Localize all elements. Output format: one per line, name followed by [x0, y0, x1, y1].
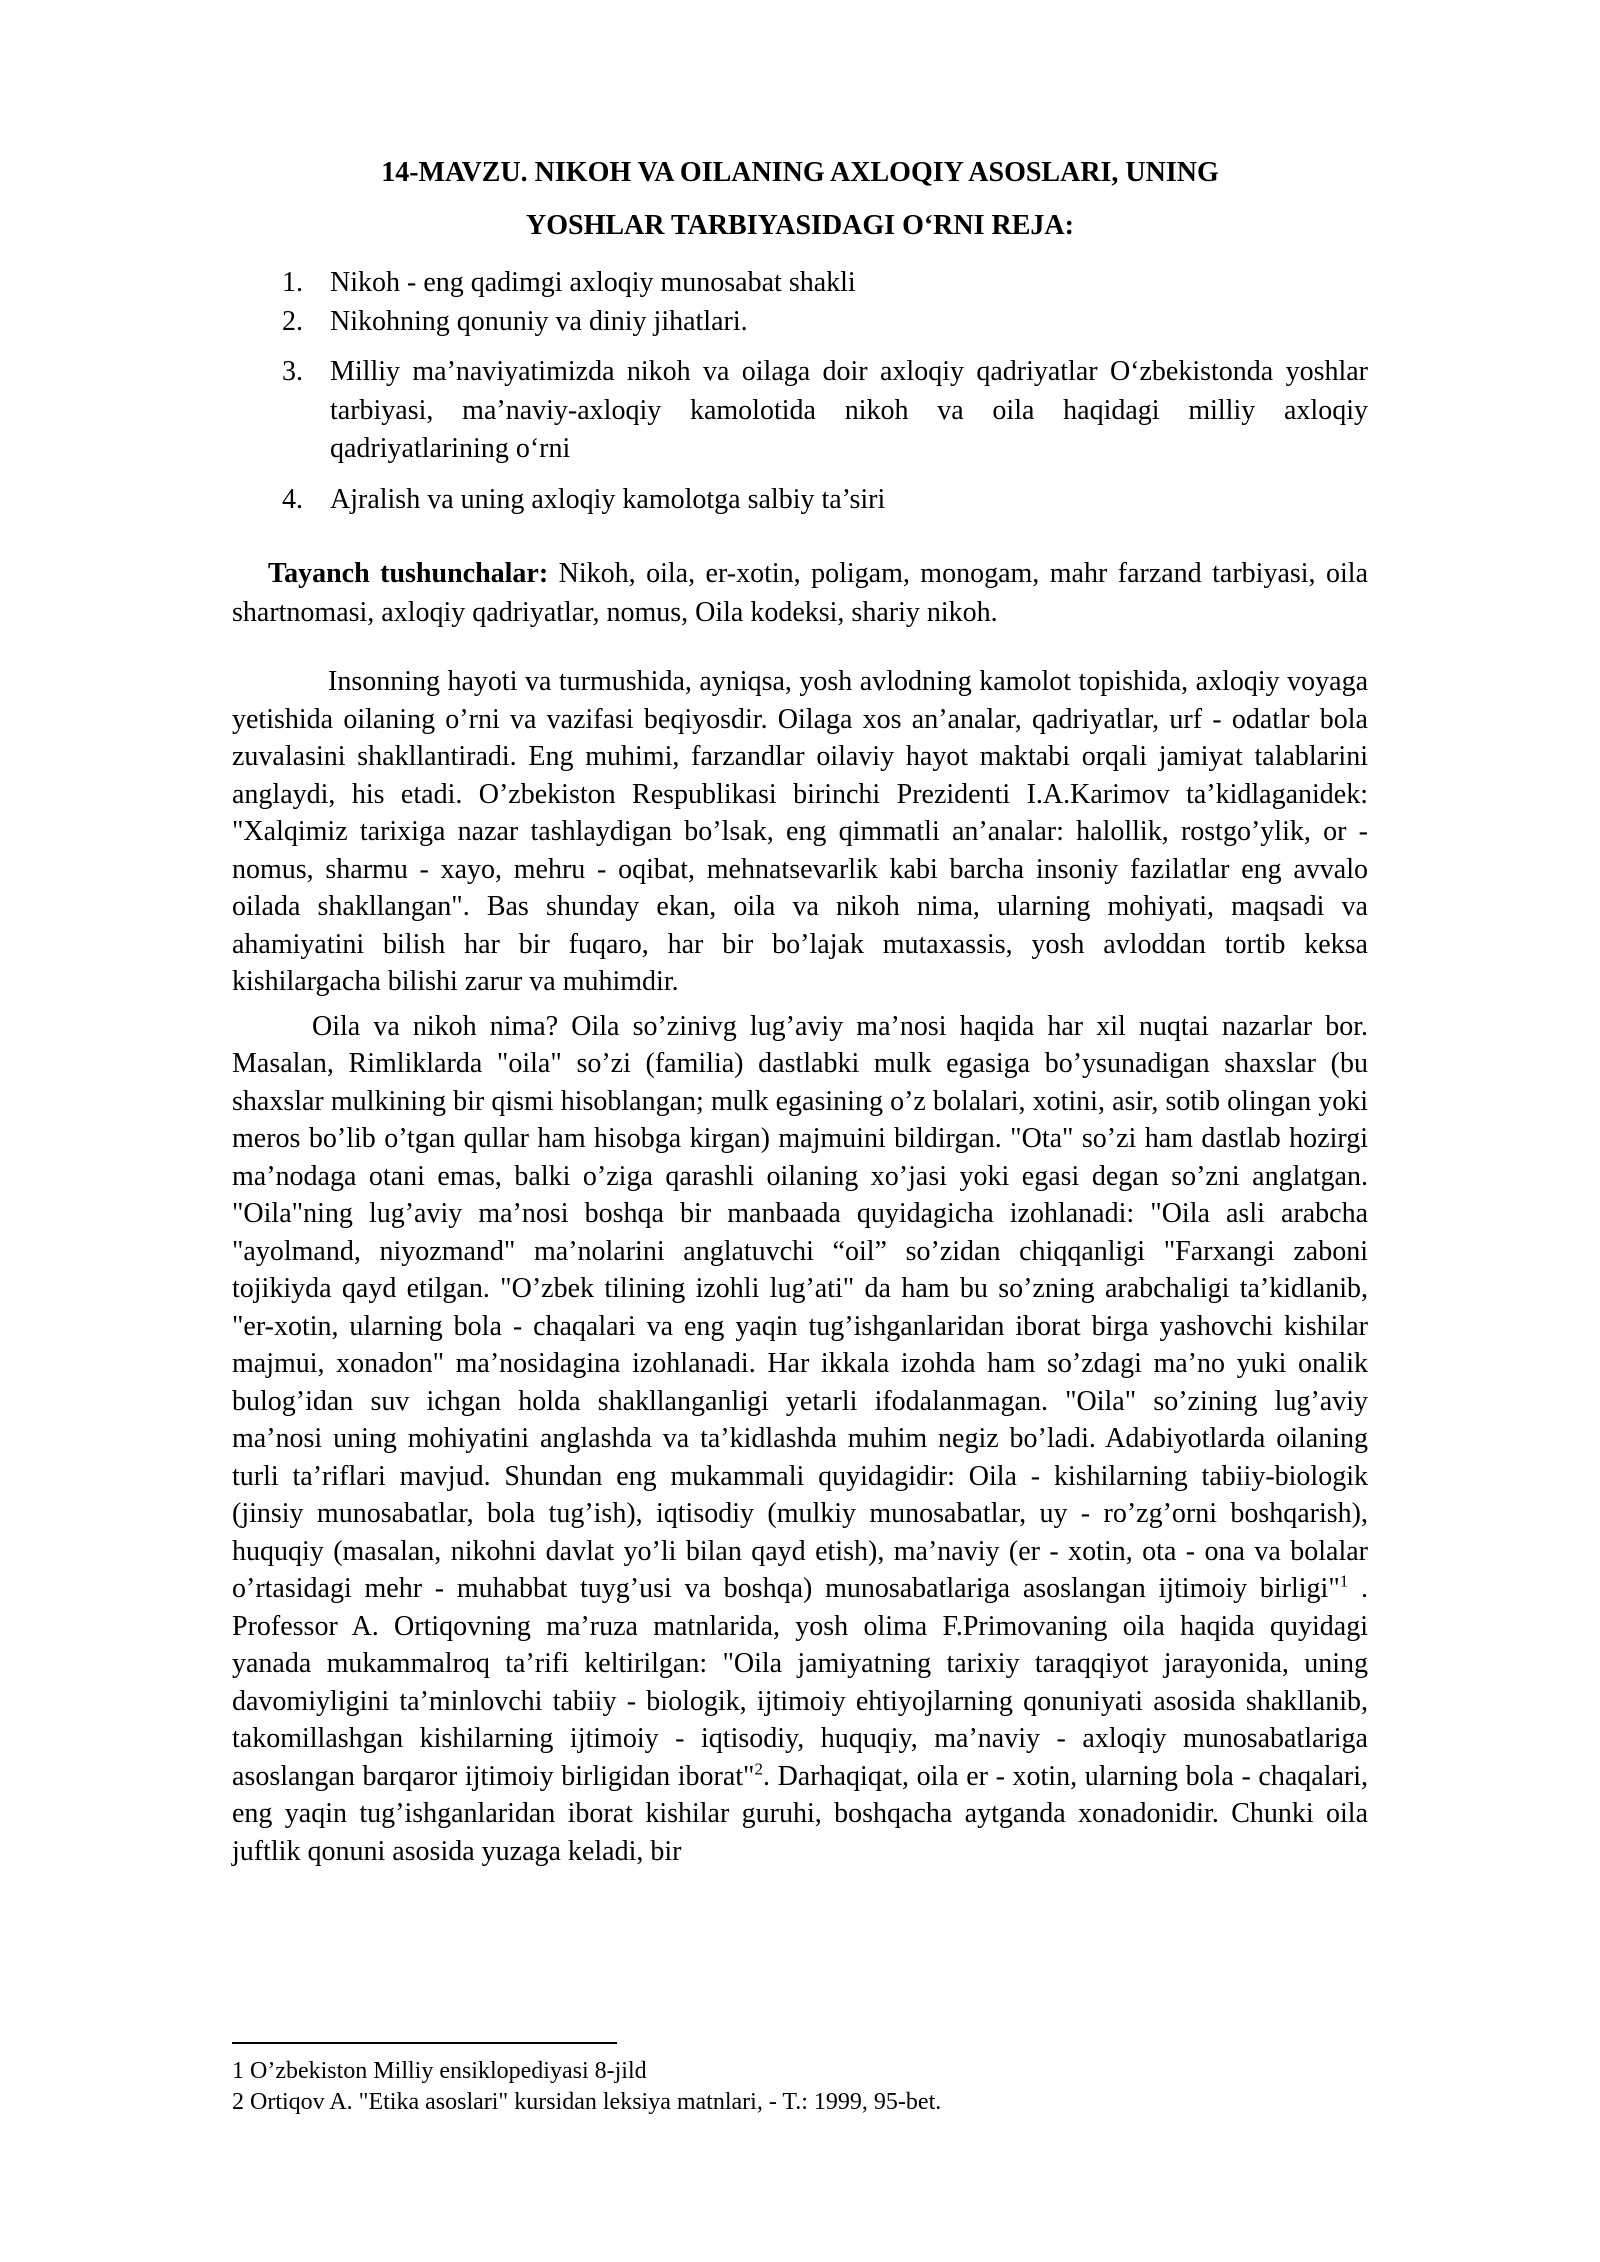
plan-item	[282, 303, 1368, 342]
footnote-ref-1[interactable]: 1	[1339, 1571, 1349, 1591]
key-terms-label: Tayanch tushunchalar:	[268, 558, 549, 589]
plan-item-text: Ajralish va uning axloqiy kamolotga salbiy ta’siri	[330, 483, 886, 515]
plan-item-number: 4.	[282, 483, 303, 515]
key-terms-text: Nikoh, oila, er-xotin, poligam, monogam, mahr farzand tarbiyasi, oila shartnomasi, axloqiy qadriyatlar, nomus, Oila kodeksi, shariy nikoh.	[232, 558, 1368, 628]
document-page	[232, 140, 1368, 1870]
footnote-1: 1 O’zbekiston Milliy ensiklopediyasi 8-jild	[232, 2058, 647, 2084]
page-title-line-2: YOSHLAR TARBIYASIDAGI O‘RNI REJA:	[526, 210, 1074, 241]
footnote-ref-2[interactable]: 2	[754, 1759, 763, 1779]
footnote-separator	[232, 2042, 617, 2044]
plan-item-text: Nikoh - eng qadimgi axloqiy munosabat shakli	[330, 267, 856, 298]
page-title-line-1: 14-MAVZU. NIKOH VA OILANING AXLOQIY ASOSLARI, UNING	[381, 157, 1219, 188]
plan-item	[282, 353, 1368, 469]
body-paragraph-2	[232, 1008, 1368, 1871]
plan-item	[282, 481, 1368, 520]
plan-item-text: Nikohning qonuniy va diniy jihatlari.	[330, 305, 748, 337]
footnotes	[232, 2056, 1368, 2118]
footnote-2: 2 Ortiqov A. "Etika asoslari" kursidan leksiya matnlari, - T.: 1999, 95-bet.	[232, 2089, 942, 2115]
plan-item-number: 3.	[282, 356, 303, 387]
plan-list	[232, 264, 1368, 519]
key-terms	[232, 555, 1368, 632]
plan-item-number: 1.	[282, 267, 303, 298]
body-paragraph-1: Insonning hayoti va turmushida, ayniqsa, yosh avlodning kamolot topishida, axloqiy voyaga yetishida oilaning o’rni va vazifasi beqiyosdir. Oilaga xos an’analar, qadriyatlar, urf - odatlar bola zuvalasini shakllantiradi. Eng muhimi, farzandlar oilaviy hayot maktabi orqali jamiyat talablarini anglaydi, his etadi. O’zbekiston Respublikasi birinchi Prezidenti I.A.Karimov ta’kidlaganidek: "Xalqimiz tarixiga nazar tashlaydigan bo’lsak, eng qimmatli an’analar: halollik, rostgo’ylik, or - nomus, sharmu - xayo, mehru - oqibat, mehnatsevarlik kabi barcha insoniy fazilatlar eng avvalo oilada shakllangan". Bas shunday ekan, oila va nikoh nima, ularning mohiyati, maqsadi va ahamiyatini bilish har bir fuqaro, har bir bo’lajak mutaxassis, yosh avloddan tortib keksa kishilargacha bilishi zarur va muhimdir.	[232, 666, 1368, 997]
paragraph-2-text-a: Oila va nikoh nima? Oila so’zinivg lug’aviy ma’nosi haqida har xil nuqtai nazarlar bor. Masalan, Rimliklarda "oila" so’zi (familia) dastlabki mulk egasiga bo’ysunadigan shaxslar (bu shaxslar mulkining bir qismi hisoblangan; mulk egasining o’z bolalari, xotini, asir, sotib olingan yoki meros bo’lib o’tgan qullar ham hisobga kirgan) majmuini bildirgan. "Ota" so’zi ham dastlab hozirgi ma’nodaga otani emas, balki o’ziga qarashli oilaning xo’jasi yoki egasi degan so’zni anglatgan. "Oila"ning lug’aviy ma’nosi boshqa bir manbaada quyidagicha izohlanadi: "Oila asli arabcha "ayolmand, niyozmand" ma’nolarini anglatuvchi “oil” so’zidan chiqqanligi "Farxangi zaboni tojikiyda qayd etilgan. "O’zbek tilining izohli lug’ati" da ham bu so’zning arabchaligi ta’kidlanib, "er-xotin, ularning bola - chaqalari va eng yaqin tug’ishganlaridan iborat birga yashovchi kishilar majmui, xonadon" ma’nosidagina izohlanadi. Har ikkala izohda ham so’zdagi ma’no yuki onalik bulog’idan suv ichgan holda shakllanganligi yetarli ifodalanmagan. "Oila" so’zining lug’aviy ma’nosi uning mohiyatini anglashda va ta’kidlashda muhim negiz bo’ladi. Adabiyotlarda oilaning turli ta’riflari mavjud. Shundan eng mukammali quyidagidir: Oila - kishilarning tabiiy-biologik (jinsiy munosabatlar, bola tug’ish), iqtisodiy (mulkiy munosabatlar, uy - ro’zg’orni boshqarish), huquqiy (masalan, nikohni davlat yo’li bilan qayd etish), ma’naviy (er - xotin, ota - ona va bolalar o’rtasidagi mehr - muhabbat tuyg’usi va boshqa) munosabatlariga asoslangan ijtimoiy birligi"	[232, 1010, 1368, 1604]
paragraph-2-text-b: . Professor A. Ortiqovning ma’ruza matnlarida, yosh olima F.Primovaning oila haqida quyidagi yanada mukammalroq ta’rifi keltirilgan: "Oila jamiyatning tarixiy taraqqiyot jarayonida, uning davomiyligini ta’minlovchi tabiiy - biologik, ijtimoiy ehtiyojlarning qonuniyati asosida shakllanib, takomillashgan kishilarning ijtimoiy - iqtisodiy, huquqiy, ma’naviy - axloqiy munosabatlariga asoslangan barqaror ijtimoiy birligidan iborat"	[232, 1573, 1368, 1792]
plan-item	[282, 264, 1368, 303]
paragraph-2-text-c: . Darhaqiqat, oila er - xotin, ularning bola - chaqalari, eng yaqin tug’ishganlaridan iborat kishilar guruhi, boshqacha aytganda xonadonidir. Chunki oila juftlik qonuni asosida yuzaga keladi, bir	[232, 1760, 1369, 1867]
plan-item-text: Milliy ma’naviyatimizda nikoh va oilaga doir axloqiy qadriyatlar O‘zbekistonda yoshlar tarbiyasi, ma’naviy-axloqiy kamolotida nikoh va oila haqidagi milliy axloqiy qadriyatlarining o‘rni	[330, 356, 1368, 464]
plan-item-number: 2.	[282, 305, 303, 337]
